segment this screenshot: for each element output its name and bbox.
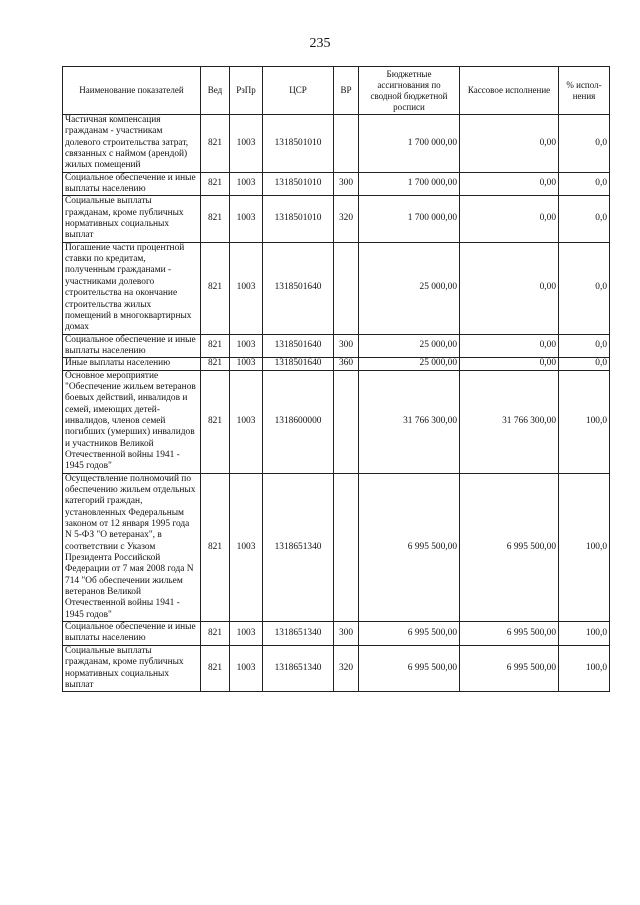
row-vr: 300	[334, 622, 359, 646]
row-budget-assignments: 6 995 500,00	[359, 473, 460, 621]
row-budget-assignments: 1 700 000,00	[359, 196, 460, 242]
row-vr: 360	[334, 358, 359, 370]
row-name: Осуществление полномочий по обеспечению жильем отдельных категорий граждан, установленных Федеральным законом от 12 января 1995 года N 5-ФЗ "О ветеранах", в соответствии с Указом Президента Российской Федерации от 7 мая 2008 года N 714 "Об обеспечении жильем ветеранов Великой Отечественной войны 1941 - 1945 годов"	[63, 473, 201, 621]
row-execution-percent: 0,0	[559, 358, 610, 370]
table-row	[63, 196, 610, 242]
row-vr	[334, 473, 359, 621]
row-rzpr: 1003	[230, 473, 263, 621]
row-budget-assignments: 1 700 000,00	[359, 115, 460, 173]
row-ved: 821	[201, 115, 230, 173]
row-budget-assignments: 1 700 000,00	[359, 172, 460, 196]
row-execution-percent: 0,0	[559, 196, 610, 242]
table-row	[63, 242, 610, 334]
row-csr: 1318501640	[263, 242, 334, 334]
row-name: Социальные выплаты гражданам, кроме публичных нормативных социальных выплат	[63, 196, 201, 242]
row-ved: 821	[201, 172, 230, 196]
row-budget-assignments: 6 995 500,00	[359, 622, 460, 646]
row-csr: 1318501010	[263, 115, 334, 173]
row-name: Социальное обеспечение и иные выплаты населению	[63, 334, 201, 358]
row-csr: 1318501010	[263, 196, 334, 242]
row-budget-assignments: 31 766 300,00	[359, 370, 460, 473]
row-ved: 821	[201, 242, 230, 334]
row-cash-execution: 31 766 300,00	[460, 370, 559, 473]
row-name: Погашение части процентной ставки по кредитам, полученным гражданами - участниками долевого строительства на окончание строительства жилых помещений в многоквартирных домах	[63, 242, 201, 334]
table-row	[63, 622, 610, 646]
row-execution-percent: 0,0	[559, 242, 610, 334]
row-cash-execution: 6 995 500,00	[460, 622, 559, 646]
table-row	[63, 115, 610, 173]
row-cash-execution: 0,00	[460, 172, 559, 196]
row-execution-percent: 100,0	[559, 622, 610, 646]
row-budget-assignments: 6 995 500,00	[359, 645, 460, 691]
row-rzpr: 1003	[230, 334, 263, 358]
row-name: Социальное обеспечение и иные выплаты населению	[63, 172, 201, 196]
row-cash-execution: 0,00	[460, 115, 559, 173]
row-execution-percent: 100,0	[559, 645, 610, 691]
row-execution-percent: 0,0	[559, 334, 610, 358]
row-ved: 821	[201, 358, 230, 370]
row-rzpr: 1003	[230, 358, 263, 370]
row-csr: 1318600000	[263, 370, 334, 473]
row-vr: 320	[334, 645, 359, 691]
row-vr: 300	[334, 334, 359, 358]
row-vr	[334, 370, 359, 473]
row-execution-percent: 100,0	[559, 370, 610, 473]
table-row	[63, 645, 610, 691]
header-csr: ЦСР	[263, 67, 334, 115]
row-csr: 1318651340	[263, 473, 334, 621]
header-ved: Вед	[201, 67, 230, 115]
header-cash-execution: Кассовое исполнение	[460, 67, 559, 115]
row-vr	[334, 242, 359, 334]
row-cash-execution: 6 995 500,00	[460, 473, 559, 621]
row-name: Социальные выплаты гражданам, кроме публичных нормативных социальных выплат	[63, 645, 201, 691]
row-ved: 821	[201, 473, 230, 621]
row-vr: 320	[334, 196, 359, 242]
row-name: Иные выплаты населению	[63, 358, 201, 370]
row-rzpr: 1003	[230, 196, 263, 242]
row-budget-assignments: 25 000,00	[359, 334, 460, 358]
row-vr	[334, 115, 359, 173]
row-csr: 1318651340	[263, 622, 334, 646]
header-row	[63, 67, 610, 115]
row-cash-execution: 0,00	[460, 242, 559, 334]
row-rzpr: 1003	[230, 645, 263, 691]
header-budget-assignments: Бюджетные ассигнования по сводной бюджетной росписи	[359, 67, 460, 115]
row-name: Основное мероприятие "Обеспечение жильем ветеранов боевых действий, инвалидов и семей, имеющих детей-инвалидов, членов семей погибших (умерших) инвалидов и участников Великой Отечественной войны 1941 - 1945 годов"	[63, 370, 201, 473]
row-csr: 1318501640	[263, 358, 334, 370]
table-row	[63, 334, 610, 358]
row-execution-percent: 0,0	[559, 172, 610, 196]
row-cash-execution: 6 995 500,00	[460, 645, 559, 691]
row-ved: 821	[201, 622, 230, 646]
table-row	[63, 473, 610, 621]
row-csr: 1318501010	[263, 172, 334, 196]
row-execution-percent: 100,0	[559, 473, 610, 621]
header-execution-percent: % испол-нения	[559, 67, 610, 115]
row-ved: 821	[201, 645, 230, 691]
row-csr: 1318501640	[263, 334, 334, 358]
header-name: Наименование показателей	[63, 67, 201, 115]
page-number: 235	[309, 36, 331, 51]
budget-execution-table	[62, 66, 610, 692]
row-csr: 1318651340	[263, 645, 334, 691]
table-row	[63, 370, 610, 473]
row-rzpr: 1003	[230, 242, 263, 334]
row-rzpr: 1003	[230, 370, 263, 473]
row-cash-execution: 0,00	[460, 358, 559, 370]
header-rzpr: РзПр	[230, 67, 263, 115]
row-name: Социальное обеспечение и иные выплаты населению	[63, 622, 201, 646]
row-execution-percent: 0,0	[559, 115, 610, 173]
row-ved: 821	[201, 196, 230, 242]
header-vr: ВР	[334, 67, 359, 115]
row-vr: 300	[334, 172, 359, 196]
row-cash-execution: 0,00	[460, 334, 559, 358]
row-rzpr: 1003	[230, 115, 263, 173]
row-name: Частичная компенсация гражданам - участникам долевого строительства затрат, связанных с наймом (арендой) жилых помещений	[63, 115, 201, 173]
row-budget-assignments: 25 000,00	[359, 358, 460, 370]
row-budget-assignments: 25 000,00	[359, 242, 460, 334]
table-row	[63, 172, 610, 196]
row-rzpr: 1003	[230, 172, 263, 196]
row-ved: 821	[201, 370, 230, 473]
row-ved: 821	[201, 334, 230, 358]
row-rzpr: 1003	[230, 622, 263, 646]
table-row	[63, 358, 610, 370]
row-cash-execution: 0,00	[460, 196, 559, 242]
